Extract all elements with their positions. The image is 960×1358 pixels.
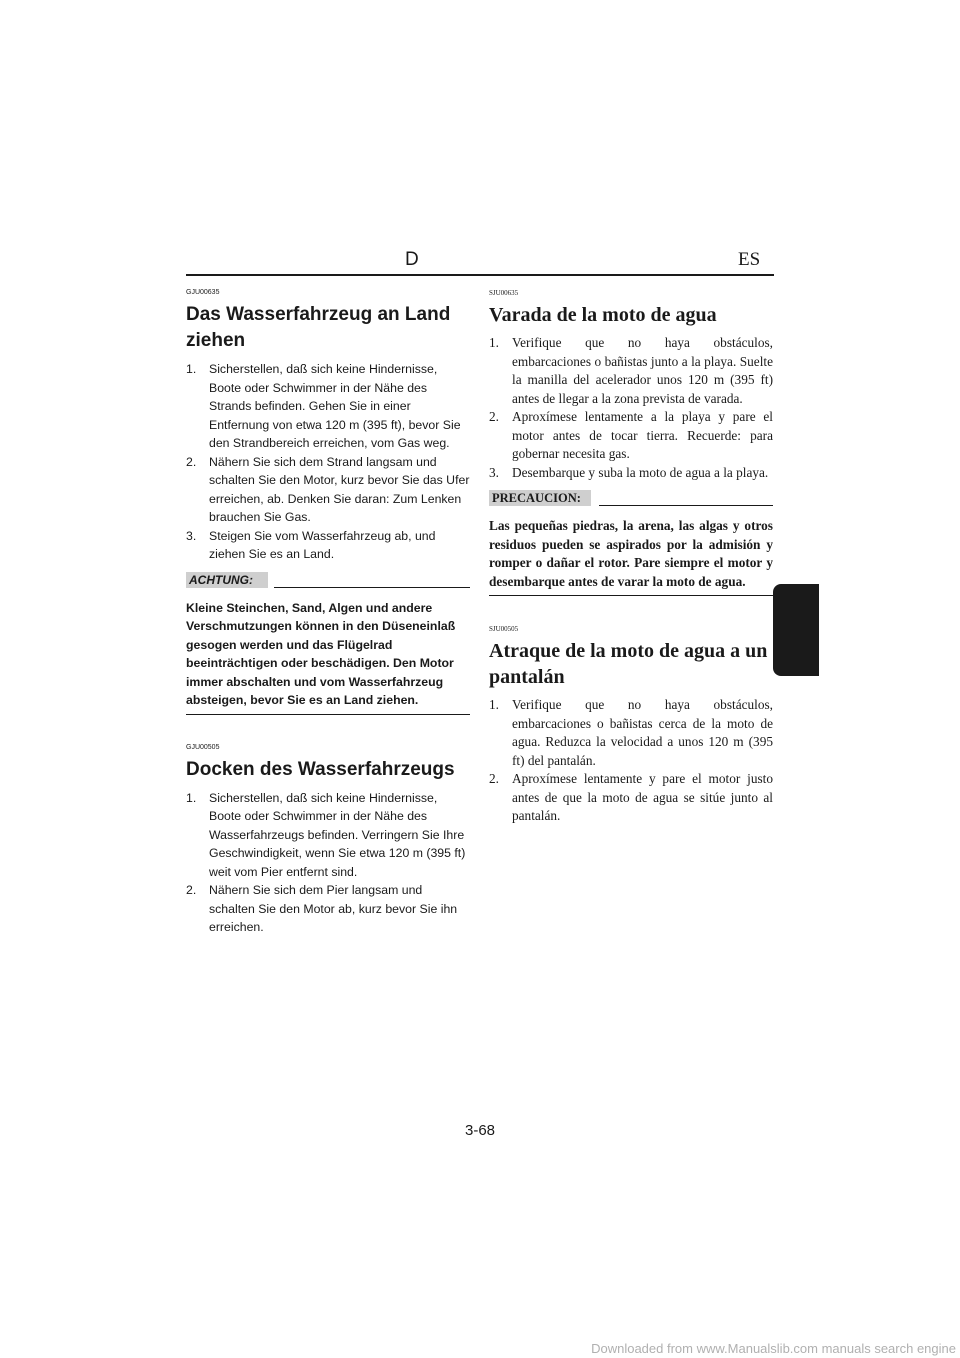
steps-list [186, 789, 470, 937]
steps-list [186, 360, 470, 564]
step-number: 2. [186, 454, 197, 469]
step-number: 1. [186, 790, 197, 805]
spanish-column [489, 288, 773, 826]
step-text: Sicherstellen, daß sich keine Hindernisse, Boote oder Schwimmer in der Nähe des Strands befinden. Gehen Sie in einer Entfernung von etwa 120 m (395 ft), bevor Sie den Strandbereich erreichen, vom Gas weg. [209, 362, 461, 450]
steps-list [489, 334, 773, 482]
list-item [186, 881, 470, 937]
footer-watermark: Downloaded from www.Manualslib.com manuals search engine [591, 1341, 956, 1356]
section-beaching-es [489, 288, 773, 596]
list-item [186, 453, 470, 527]
language-label-spanish: ES [738, 249, 761, 270]
caution-header [186, 572, 470, 590]
german-column [186, 288, 470, 937]
step-number: 1. [489, 697, 499, 712]
caution-rule [274, 587, 470, 588]
step-number: 2. [489, 409, 499, 424]
list-item [489, 334, 773, 408]
list-item [489, 464, 773, 483]
step-text: Desembarque y suba la moto de agua a la playa. [512, 464, 769, 480]
caution-rule [599, 505, 773, 506]
section-title: Atraque de la moto de agua a un pantalán [489, 640, 768, 688]
chapter-tab [773, 584, 819, 676]
list-item [489, 696, 773, 770]
step-number: 3. [186, 528, 197, 543]
list-item [489, 770, 773, 826]
section-code: SJU00505 [489, 625, 519, 633]
section-title: Varada de la moto de agua [489, 304, 717, 326]
step-text: Sicherstellen, daß sich keine Hindernisse, Boote oder Schwimmer in der Nähe des Wasserfahrzeugs befinden. Verringern Sie Ihre Geschwindigkeit, wenn Sie etwa 120 m (395 ft) weit vom Pier entfernt sind. [209, 790, 466, 879]
section-docking-de [186, 743, 470, 937]
step-text: Aproxímese lentamente a la playa y pare el motor antes de tocar tierra. Recuerde: para gobernar necesita gas. [512, 409, 773, 461]
page-header [186, 250, 774, 278]
step-text: Verifique que no haya obstáculos, embarcaciones o bañistas junto a la playa. Suelte la manilla del acelerador unos 120 m (395 ft) antes de llegar a la zona prevista de varada. [512, 335, 773, 406]
step-text: Nähern Sie sich dem Strand langsam und schalten Sie den Motor, kurz bevor Sie das Ufer erreichen, ab. Denken Sie daran: Zum Lenken brauchen Sie Gas. [209, 454, 470, 524]
step-text: Aproxímese lentamente y pare el motor justo antes de que la moto de agua se sitúe junto al pantalán. [512, 771, 773, 823]
section-beaching-de [186, 288, 470, 715]
section-docking-es [489, 624, 773, 826]
step-text: Steigen Sie vom Wasserfahrzeug ab, und ziehen Sie es an Land. [209, 528, 436, 561]
page-number: 3-68 [464, 1122, 496, 1139]
step-text: Verifique que no haya obstáculos, embarcaciones o bañistas cerca de la moto de agua. Reduzca la velocidad a unos 120 m (395 ft) del pantalán. [512, 697, 773, 768]
list-item [186, 360, 470, 453]
list-item [489, 408, 773, 464]
section-title: Das Wasserfahrzeug an Land ziehen [186, 304, 451, 351]
caution-header [489, 490, 773, 508]
step-number: 2. [489, 771, 499, 786]
section-code: GJU00505 [186, 743, 220, 751]
caution-text: Kleine Steinchen, Sand, Algen und andere Verschmutzungen können in den Düseneinlaß gesogen werden und das Flügelrad beeinträchtigen oder beschädigen. Den Motor immer abschalten und vom Wasserfahrzeug absteigen, bevor Sie es an Land ziehen. [186, 590, 470, 715]
language-label-german: D [405, 249, 419, 270]
caution-label: ACHTUNG: [186, 572, 268, 588]
step-number: 1. [489, 335, 499, 350]
step-number: 3. [489, 464, 499, 480]
section-code: GJU00635 [186, 289, 220, 296]
caution-text: Las pequeñas piedras, la arena, las algas y otros residuos pueden se aspirados por la admisión y romper o dañar el rotor. Pare siempre el motor y desembarque antes de varar la moto de agua. [489, 508, 773, 596]
list-item [186, 789, 470, 882]
caution-label: PRECAUCION: [489, 490, 591, 506]
section-code: SJU00635 [489, 289, 519, 297]
list-item [186, 527, 470, 564]
header-rule [186, 274, 774, 276]
step-text: Nähern Sie sich dem Pier langsam und schalten Sie den Motor ab, kurz bevor Sie ihn erreichen. [209, 883, 458, 934]
steps-list [489, 696, 773, 826]
step-number: 1. [186, 362, 197, 376]
step-number: 2. [186, 883, 197, 897]
section-title: Docken des Wasserfahrzeugs [186, 758, 455, 780]
